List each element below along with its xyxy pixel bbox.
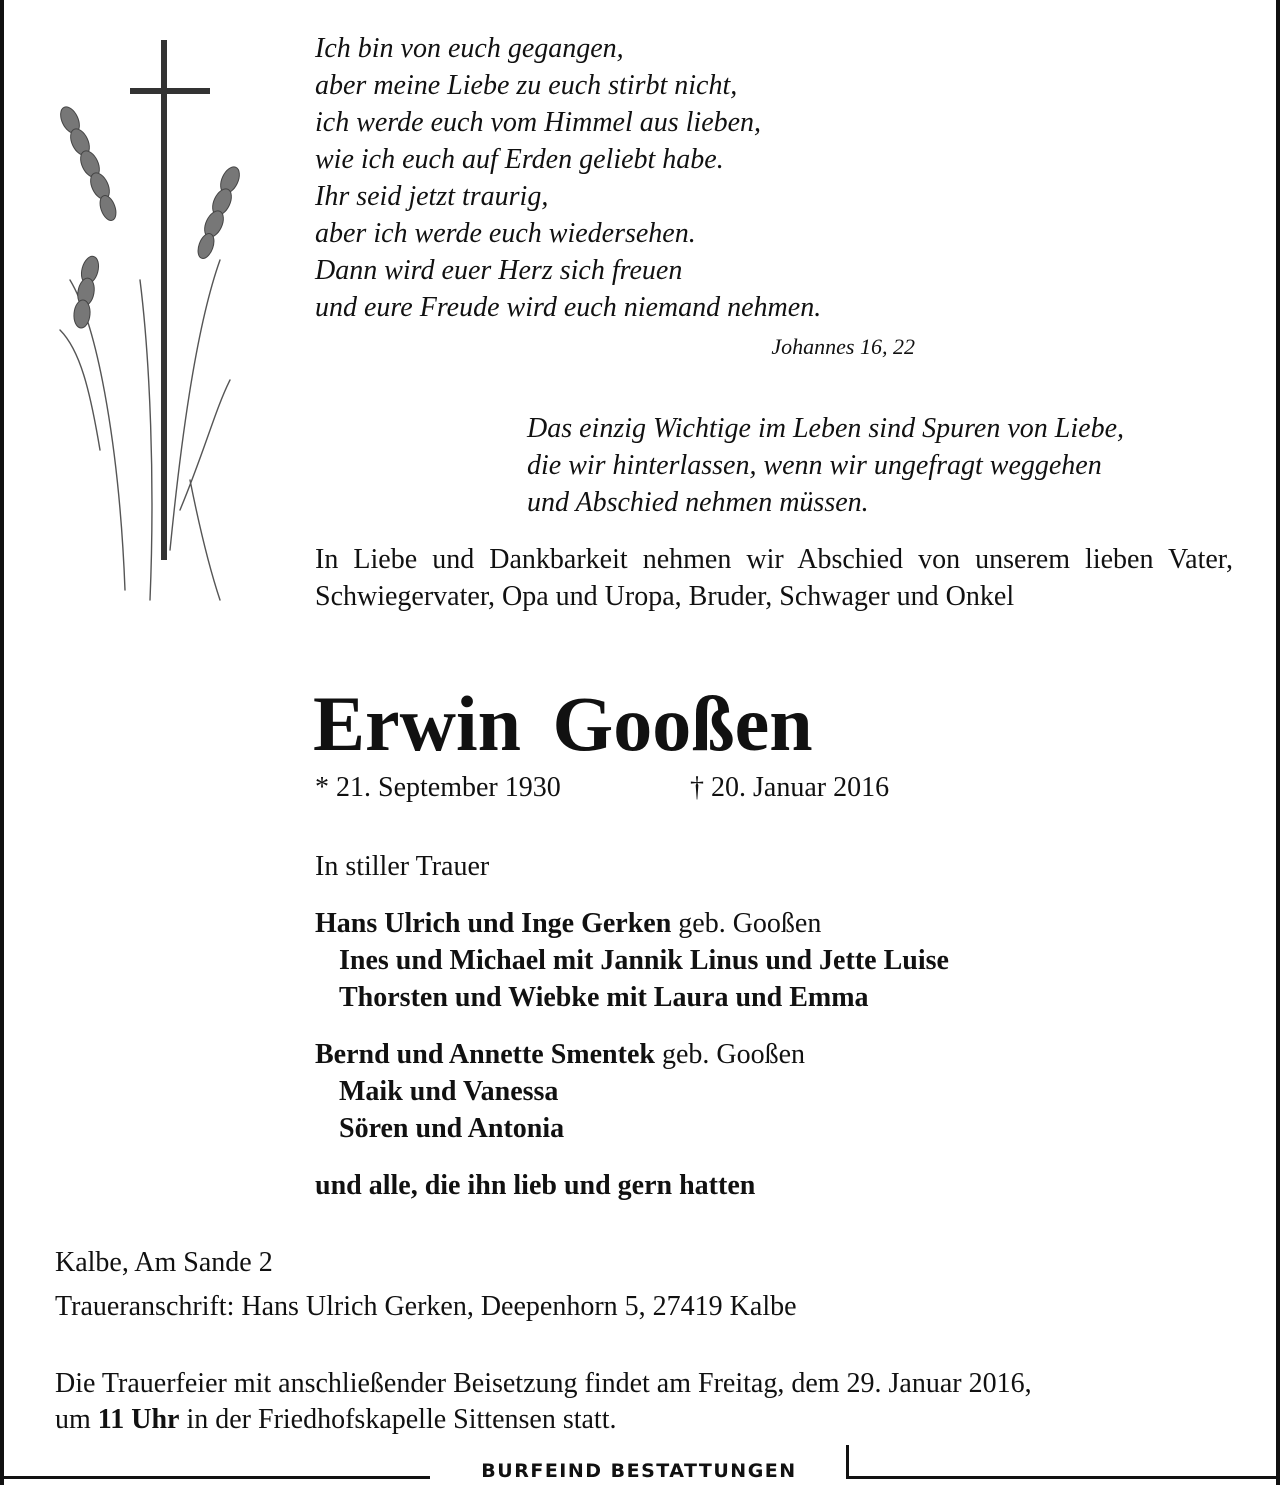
poem-line: wie ich euch auf Erden geliebt habe.: [315, 144, 724, 175]
deceased-name: Erwin Gooßen: [313, 680, 813, 767]
poem-line: und eure Freude wird euch niemand nehmen.: [315, 292, 822, 323]
intro-text: In Liebe und Dankbarkeit nehmen wir Abschied von unserem lieben Vater, Schwiegervater, Opa und Uropa, Bruder, Schwager und Onkel: [315, 544, 1233, 612]
poem-line: Dann wird euer Herz sich freuen: [315, 255, 683, 286]
quote-block: [527, 410, 1247, 521]
mourning-label: In stiller Trauer: [315, 851, 490, 882]
service-info: [55, 1366, 1230, 1438]
family-head: [315, 1036, 1215, 1073]
poem-source: Johannes 16, 22: [771, 334, 915, 359]
family-member: Thorsten und Wiebke mit Laura und Emma: [339, 982, 869, 1013]
frame-right: [1276, 0, 1280, 1485]
family-member: Ines und Michael mit Jannik Linus und Jette Luise: [339, 945, 949, 976]
frame-bottom-right: [848, 1476, 1280, 1479]
poem-line: Ich bin von euch gegangen,: [315, 33, 624, 64]
life-dates: [315, 769, 1015, 806]
quote-line: die wir hinterlassen, wenn wir ungefragt weggehen: [527, 450, 1102, 481]
poem-line: Ihr seid jetzt traurig,: [315, 181, 549, 212]
family-member: Sören und Antonia: [339, 1113, 565, 1144]
family-member: Maik und Vanessa: [339, 1076, 559, 1107]
family-head-suffix: geb. Gooßen: [678, 908, 822, 939]
service-suffix: in der Friedhofskapelle Sittensen statt.: [186, 1404, 617, 1435]
death-date: † 20. Januar 2016: [690, 772, 890, 803]
cross-with-wheat-icon: [30, 30, 250, 610]
quote-line: Das einzig Wichtige im Leben sind Spuren von Liebe,: [527, 413, 1124, 444]
quote-line: und Abschied nehmen müssen.: [527, 487, 869, 518]
family-head-suffix: geb. Gooßen: [661, 1039, 806, 1070]
service-line: [55, 1402, 1230, 1438]
frame-bottom-left: [0, 1476, 430, 1479]
closing-line: und alle, die ihn lieb und gern hatten: [315, 1170, 756, 1201]
mourning-address: Traueranschrift: Hans Ulrich Gerken, Deepenhorn 5, 27419 Kalbe: [55, 1291, 797, 1322]
birth-date: * 21. September 1930: [315, 772, 561, 803]
family-head-names: Hans Ulrich und Inge Gerken: [315, 908, 672, 939]
family-group: [315, 1036, 1215, 1147]
family-head: [315, 905, 1215, 942]
family-head-names: Bernd und Annette Smentek: [315, 1039, 655, 1070]
undertaker-logo: BURFEIND BESTATTUNGEN: [481, 1460, 797, 1482]
place: Kalbe, Am Sande 2: [55, 1247, 273, 1278]
frame-left: [0, 0, 4, 1485]
service-prefix: um: [55, 1404, 91, 1435]
poem-line: aber meine Liebe zu euch stirbt nicht,: [315, 70, 738, 101]
service-line: Die Trauerfeier mit anschließender Beisetzung findet am Freitag, dem 29. Januar 2016,: [55, 1368, 1032, 1399]
address-block: [55, 1241, 797, 1329]
poem-line: aber ich werde euch wiedersehen.: [315, 218, 696, 249]
poem-block: [315, 30, 935, 362]
poem-line: ich werde euch vom Himmel aus lieben,: [315, 107, 762, 138]
family-group: [315, 905, 1215, 1016]
service-time: 11 Uhr: [97, 1404, 180, 1435]
